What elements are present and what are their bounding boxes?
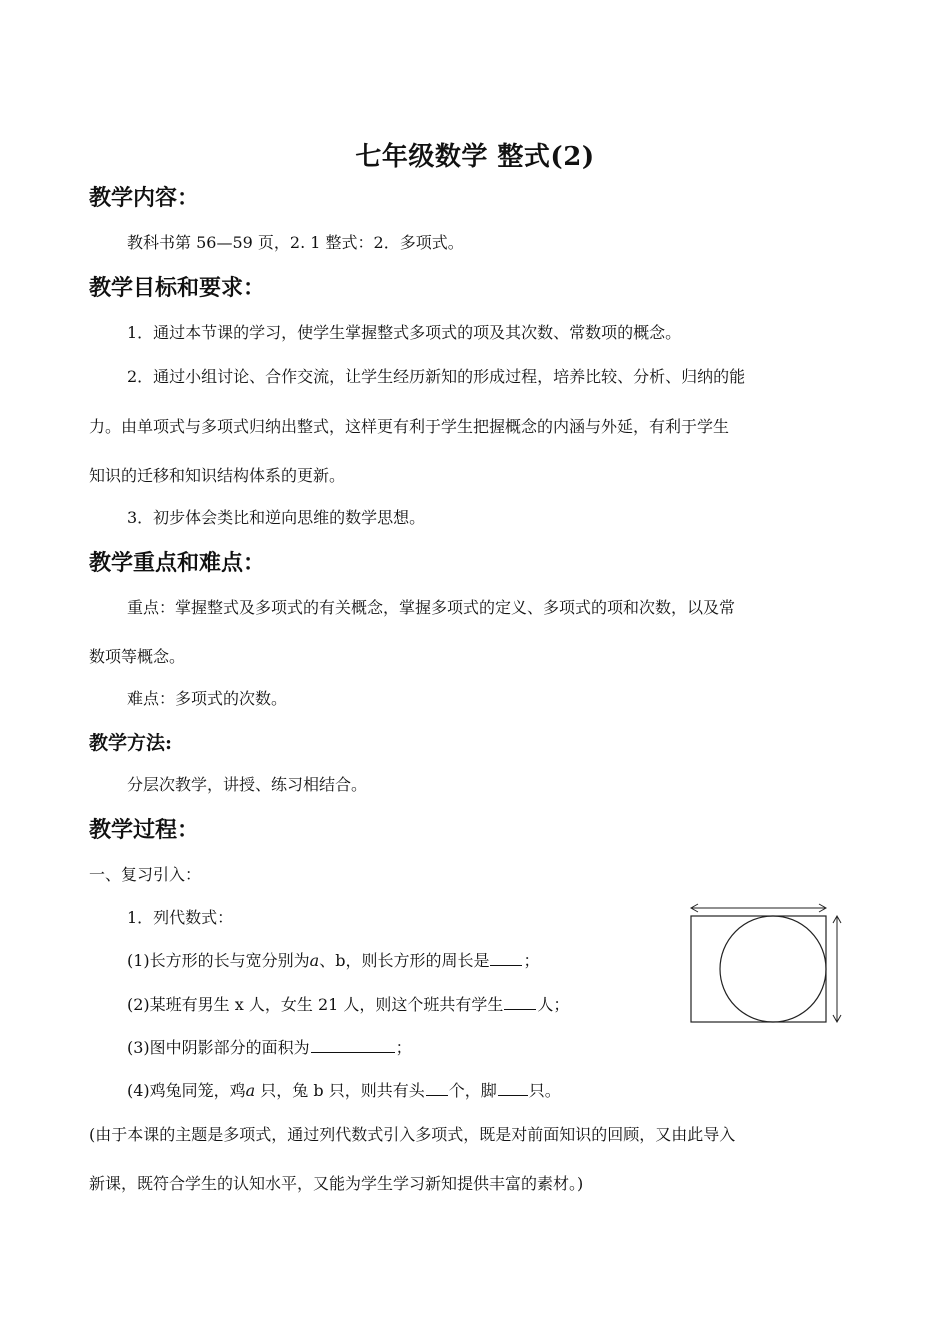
goal-item-2-line-1: 2．通过小组讨论、合作交流，让学生经历新知的形成过程，培养比较、分析、归纳的能	[127, 367, 746, 386]
height-dimension-arrow	[833, 916, 841, 1022]
process-sub-1: 1．列代数式：	[127, 908, 234, 927]
key-point-line-1: 重点：掌握整式及多项式的有关概念，掌握多项式的定义、多项式的项和次数，以及常	[127, 598, 736, 617]
question-1-blank[interactable]	[490, 949, 522, 966]
question-3-text: (3)图中阴影部分的面积为	[127, 1038, 310, 1057]
width-dimension-arrow	[691, 904, 826, 912]
rectangle-circle-figure	[684, 898, 846, 1030]
process-part-1: 一、复习引入：	[89, 865, 202, 884]
question-2-end: 人；	[537, 995, 570, 1014]
question-2-text: (2)某班有男生 x 人，女生 21 人，则这个班共有学生	[127, 995, 504, 1014]
question-3-blank[interactable]	[311, 1036, 395, 1053]
goal-item-2-line-3: 知识的迁移和知识结构体系的更新。	[89, 466, 346, 485]
page-title: 七年级数学 整式(2)	[355, 142, 595, 172]
question-4	[127, 1079, 561, 1102]
circle-shape	[720, 916, 826, 1022]
note-line-1: (由于本课的主题是多项式，通过列代数式引入多项式，既是对前面知识的回顾，又由此导入	[89, 1125, 736, 1144]
question-1-end: ；	[523, 951, 540, 970]
question-1-text-a: (1)长方形的长与宽分别为	[127, 951, 310, 970]
question-1	[127, 949, 539, 972]
heading-content: 教学内容：	[89, 185, 200, 211]
key-point-line-2: 数项等概念。	[89, 647, 186, 666]
heading-goals: 教学目标和要求：	[89, 275, 266, 301]
question-4-text-c: 个，脚	[448, 1081, 497, 1100]
question-2	[127, 993, 569, 1016]
question-1-text-b: 、b，则长方形的周长是	[319, 951, 490, 970]
goal-item-2-line-2: 力。由单项式与多项式归纳出整式，这样更有利于学生把握概念的内涵与外延，有利于学生	[89, 417, 730, 436]
heading-process: 教学过程：	[89, 817, 200, 843]
question-4-feet-blank[interactable]	[498, 1079, 528, 1096]
rectangle-shape	[691, 916, 826, 1022]
goal-item-3: 3．初步体会类比和逆向思维的数学思想。	[127, 508, 426, 527]
question-1-var-a: a	[309, 951, 320, 970]
question-4-end: 只。	[528, 1081, 561, 1100]
question-3	[127, 1036, 412, 1059]
content-text: 教科书第 56—59 页，2. 1 整式：2．多项式。	[127, 233, 464, 252]
heading-method: 教学方法:	[89, 732, 173, 754]
question-4-text-b: 只，兔 b 只，则共有头	[255, 1081, 425, 1100]
note-line-2: 新课，既符合学生的认知水平，又能为学生学习新知提供丰富的素材。)	[89, 1174, 584, 1193]
difficulty-text: 难点：多项式的次数。	[127, 689, 288, 708]
method-text: 分层次教学，讲授、练习相结合。	[127, 775, 368, 794]
goal-item-1: 1．通过本节课的学习，使学生掌握整式多项式的项及其次数、常数项的概念。	[127, 323, 682, 342]
heading-key-points: 教学重点和难点：	[89, 550, 266, 576]
question-3-end: ；	[395, 1038, 412, 1057]
question-4-var-a: a	[245, 1081, 256, 1100]
question-4-text-a: (4)鸡兔同笼，鸡	[127, 1081, 246, 1100]
question-4-heads-blank[interactable]	[426, 1079, 448, 1096]
question-2-blank[interactable]	[504, 993, 536, 1010]
